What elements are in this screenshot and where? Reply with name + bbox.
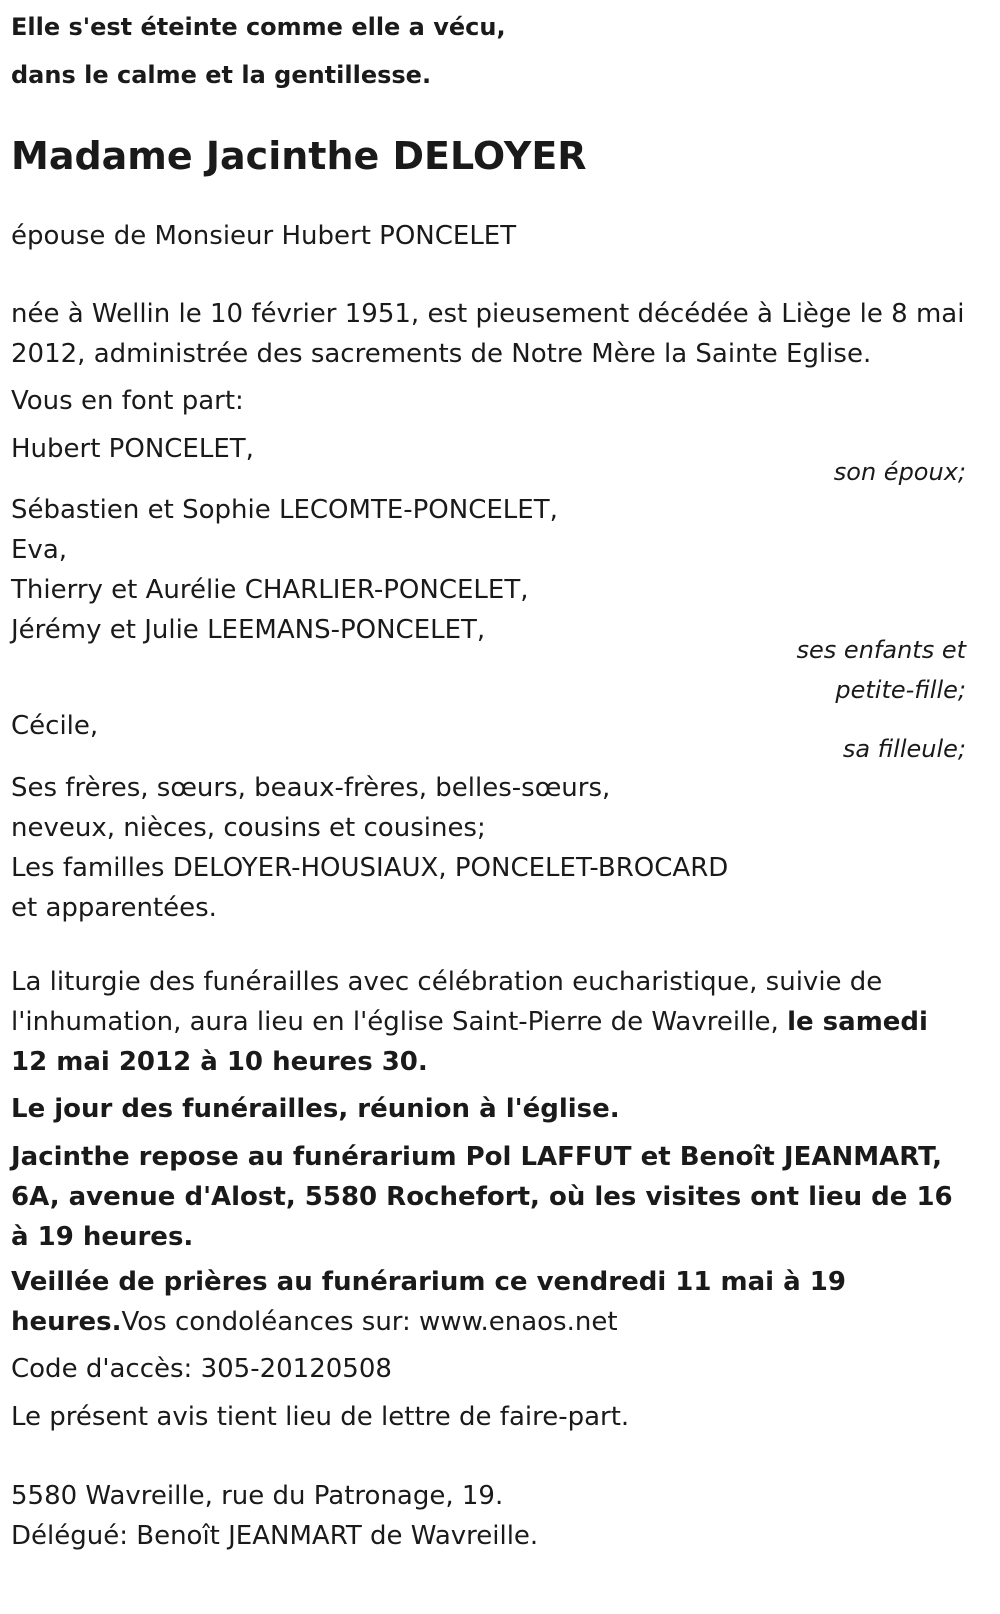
vigil-text: Veillée de prières au funérarium ce vendredi 11 mai à 19 heures.	[11, 1267, 846, 1337]
list-item: neveux, nièces, cousins et cousines;	[11, 813, 486, 843]
list-item: Eva,	[11, 535, 68, 565]
liturgy-text: La liturgie des funérailles avec célébration eucharistique, suivie de l'inhumation, aura lieu en l'église Saint-Pierre de Wavreille,	[11, 967, 883, 1037]
vigil-paragraph	[11, 1262, 966, 1342]
deceased-name: Madame Jacinthe DELOYER	[11, 134, 587, 178]
children-role	[797, 630, 966, 710]
birth-death-paragraph: née à Wellin le 10 février 1951, est pieusement décédée à Liège le 8 mai 2012, administrée des sacrements de Notre Mère la Sainte Eglise.	[11, 299, 965, 369]
list-item: et apparentées.	[11, 893, 217, 923]
address-line-1: 5580 Wavreille, rue du Patronage, 19.	[11, 1481, 504, 1511]
spouse-name: Hubert PONCELET,	[11, 434, 254, 464]
liturgy-paragraph	[11, 962, 966, 1082]
spouse-role: son époux;	[833, 458, 966, 486]
notice-line: Le présent avis tient lieu de lettre de faire-part.	[11, 1402, 630, 1432]
list-item: Ses frères, sœurs, beaux-frères, belles-sœurs,	[11, 773, 611, 803]
children-role-line-2: petite-fille;	[835, 676, 966, 704]
quote-line-2: dans le calme et la gentillesse.	[11, 61, 432, 89]
address-block	[11, 1476, 966, 1556]
list-item: Sébastien et Sophie LECOMTE-PONCELET,	[11, 495, 558, 525]
opening-quote	[11, 3, 506, 99]
children-role-line-1: ses enfants et	[796, 636, 966, 664]
access-code: Code d'accès: 305-20120508	[11, 1354, 392, 1384]
other-relatives	[11, 768, 966, 928]
list-item: Jérémy et Julie LEEMANS-PONCELET,	[11, 615, 486, 645]
list-item: Les familles DELOYER-HOUSIAUX, PONCELET-BROCARD	[11, 853, 729, 883]
address-line-2: Délégué: Benoît JEANMART de Wavreille.	[11, 1521, 539, 1551]
goddaughter-role: sa filleule;	[842, 735, 966, 763]
condolences-text: Vos condoléances sur: www.enaos.net	[121, 1307, 618, 1337]
quote-line-1: Elle s'est éteinte comme elle a vécu,	[11, 13, 506, 41]
children-list	[11, 490, 966, 650]
repose-paragraph: Jacinthe repose au funérarium Pol LAFFUT et Benoît JEANMART, 6A, avenue d'Alost, 5580 Rochefort, où les visites ont lieu de 16 à 19 heures.	[11, 1142, 953, 1252]
liturgy-date: le samedi 12 mai 2012 à 10 heures 30.	[11, 1007, 928, 1077]
family-intro: Vous en font part:	[11, 386, 244, 416]
list-item: Thierry et Aurélie CHARLIER-PONCELET,	[11, 575, 529, 605]
meeting-line: Le jour des funérailles, réunion à l'église.	[11, 1094, 620, 1124]
goddaughter-name: Cécile,	[11, 711, 99, 741]
spouse-line: épouse de Monsieur Hubert PONCELET	[11, 221, 517, 251]
